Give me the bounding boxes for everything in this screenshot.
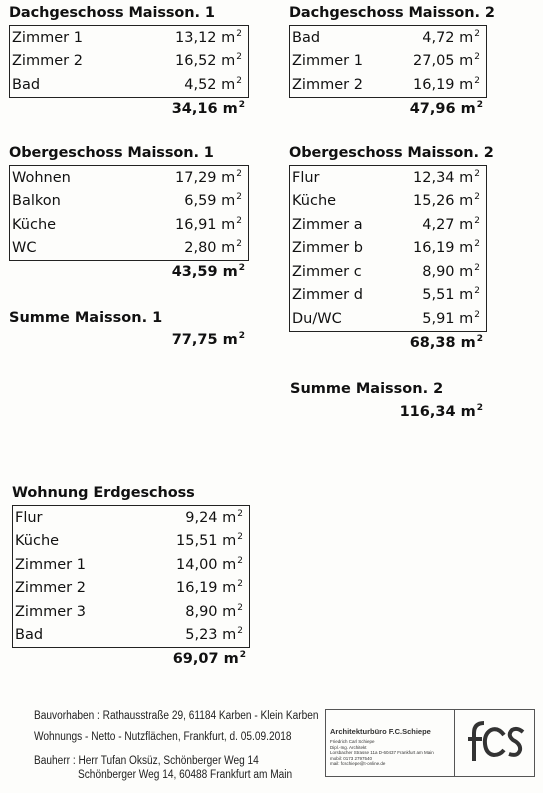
section-total: 47,96 $m^2$	[409, 99, 483, 117]
room-label: Zimmer 2	[292, 76, 363, 93]
room-label: Küche	[15, 533, 60, 550]
footer-description: Wohnungs - Netto - Nutzflächen, Frankfurt, d. 05.09.2018	[34, 731, 292, 743]
section-og1	[9, 143, 249, 283]
area-table	[289, 25, 487, 98]
room-area: 13,12 $m^2$	[175, 28, 242, 46]
table-row	[290, 166, 486, 190]
room-area: 16,19 $m^2$	[413, 239, 480, 257]
table-row	[10, 237, 248, 261]
room-area: 16,19 $m^2$	[413, 75, 480, 93]
table-row	[290, 213, 486, 237]
stamp-line: mobil: 0173 2797540	[330, 755, 373, 761]
room-area: 6,59 $m^2$	[184, 192, 242, 210]
table-row	[10, 50, 248, 74]
section-eg	[12, 483, 250, 670]
table-row	[13, 624, 249, 648]
room-area: 4,52 $m^2$	[184, 75, 242, 93]
table-row	[10, 213, 248, 237]
area-table	[12, 505, 250, 648]
section-title: Dachgeschoss Maisson. 2	[289, 5, 495, 21]
room-label: Bad	[15, 627, 44, 644]
table-row	[290, 260, 486, 284]
table-row	[10, 166, 248, 190]
table-row	[13, 506, 249, 530]
stamp-line: Friedrich Carl Schiepe	[330, 739, 375, 744]
stamp-line: Dipl.-Ing. Architekt	[330, 744, 367, 750]
footer-client: Bauherr : Herr Tufan Öksüz, Schönberger Weg 14	[34, 755, 259, 767]
room-label: Zimmer 2	[12, 53, 83, 70]
room-label: Zimmer 2	[15, 580, 86, 597]
room-label: Zimmer b	[292, 240, 363, 257]
room-area: 16,52 $m^2$	[175, 52, 242, 70]
stamp-line: mail: fcschiepe@t-online.de	[330, 761, 386, 766]
room-label: Bad	[292, 29, 321, 46]
section-title: Dachgeschoss Maisson. 1	[9, 5, 215, 21]
section-title: Wohnung Erdgeschoss	[12, 485, 195, 501]
room-label: Wohnen	[12, 169, 71, 186]
stamp-line: Lorsbacher Strasse 11a D-60437 Frankfurt am Main	[330, 750, 434, 755]
table-row	[10, 73, 248, 97]
room-label: Zimmer 1	[15, 556, 86, 573]
section-total: 43,59 $m^2$	[171, 263, 245, 280]
table-row	[290, 284, 486, 308]
table-row	[290, 190, 486, 214]
table-row	[13, 553, 249, 577]
room-label: Küche	[292, 193, 337, 210]
table-row	[13, 530, 249, 554]
section-title: Obergeschoss Maisson. 2	[289, 145, 494, 161]
room-area: 8,90 $m^2$	[422, 262, 480, 280]
table-row	[13, 577, 249, 601]
room-area: 15,26 $m^2$	[413, 192, 480, 210]
stamp-text	[326, 710, 454, 776]
sum-maisson-1-value: 77,75 $m^2$	[171, 331, 245, 348]
room-label: Flur	[15, 509, 43, 526]
room-label: Balkon	[12, 193, 61, 210]
room-label: Zimmer 1	[12, 29, 83, 46]
architect-stamp	[325, 709, 535, 777]
stamp-office-name: Architekturbüro F.C.Schiepe	[330, 727, 431, 736]
sum-maisson-2-title: Summe Maisson. 2	[290, 381, 444, 397]
table-row	[10, 190, 248, 214]
room-area: 27,05 $m^2$	[413, 52, 480, 70]
sum-maisson-1-title: Summe Maisson. 1	[9, 310, 163, 326]
room-area: 2,80 $m^2$	[184, 239, 242, 257]
sum-maisson-2-value: 116,34 $m^2$	[399, 403, 483, 420]
room-label: Flur	[292, 169, 320, 186]
footer-project: Bauvorhaben : Rathausstraße 29, 61184 Karben - Klein Karben	[34, 710, 319, 722]
room-area: 9,24 $m^2$	[185, 508, 243, 526]
section-dg1	[9, 3, 249, 120]
table-row	[290, 237, 486, 261]
fcs-logo-icon	[460, 717, 530, 769]
room-area: 12,34 $m^2$	[413, 168, 480, 186]
room-area: 17,29 $m^2$	[175, 168, 242, 186]
room-area: 5,91 $m^2$	[422, 309, 480, 327]
table-row	[10, 26, 248, 50]
section-total: 69,07 $m^2$	[172, 650, 246, 667]
area-table	[9, 25, 249, 98]
table-row	[290, 26, 486, 50]
room-label: Zimmer a	[292, 216, 363, 233]
room-label: Zimmer 3	[15, 603, 86, 620]
room-area: 14,00 $m^2$	[176, 555, 243, 573]
footer-client-address: Schönberger Weg 14, 60488 Frankfurt am Main	[78, 769, 293, 781]
table-row	[13, 600, 249, 624]
room-label: Zimmer c	[292, 263, 362, 280]
room-area: 4,72 $m^2$	[422, 28, 480, 46]
room-label: Bad	[12, 76, 41, 93]
room-area: 5,51 $m^2$	[422, 286, 480, 304]
area-table	[289, 165, 487, 332]
room-area: 8,90 $m^2$	[185, 602, 243, 620]
room-label: Küche	[12, 216, 57, 233]
room-area: 16,19 $m^2$	[176, 579, 243, 597]
room-label: Zimmer d	[292, 287, 363, 304]
area-table	[9, 165, 249, 261]
section-dg2	[289, 3, 495, 120]
room-area: 5,23 $m^2$	[185, 626, 243, 644]
section-total: 34,16 $m^2$	[171, 99, 245, 117]
room-label: Zimmer 1	[292, 53, 363, 70]
room-area: 15,51 $m^2$	[176, 532, 243, 550]
room-area: 16,91 $m^2$	[175, 215, 242, 233]
section-total: 68,38 $m^2$	[409, 333, 483, 351]
section-title: Obergeschoss Maisson. 1	[9, 145, 214, 161]
table-row	[290, 50, 486, 74]
table-row	[290, 307, 486, 331]
table-row	[290, 73, 486, 97]
section-og2	[289, 143, 494, 354]
room-label: Du/WC	[292, 310, 342, 327]
fcs-logo	[454, 710, 534, 776]
room-label: WC	[12, 240, 37, 257]
room-area: 4,27 $m^2$	[422, 215, 480, 233]
